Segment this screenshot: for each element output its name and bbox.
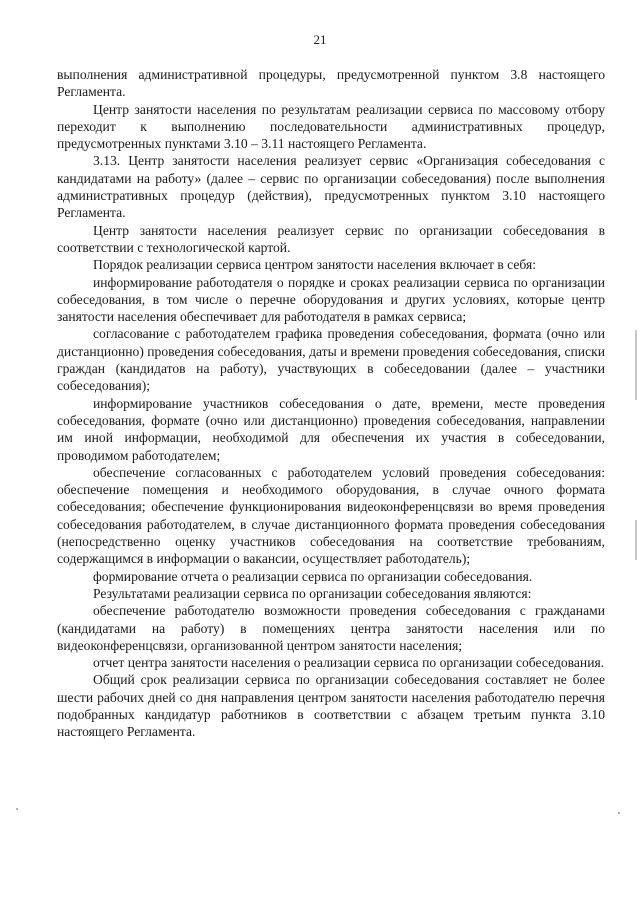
scan-artifact-line [635, 330, 637, 400]
paragraph-section-3-13: 3.13. Центр занятости населения реализует сервис «Организация собеседования с кандидатами на работу» (далее – сервис по организации собеседования) после выполнения административных процедур (действия), предусмотренных пунктом 3.10 настоящего Регламента. [57, 153, 605, 221]
list-item-employer-informing: информирование работодателя о порядке и сроках реализации сервиса по организации собеседования, в том числе о перечне оборудования и других условиях, которые центр занятости населения обеспечивает для работодателя в рамках сервиса; [57, 274, 605, 325]
scan-artifact-dot [16, 808, 18, 810]
scan-artifact-dot [618, 812, 620, 814]
paragraph-results-intro: Результатами реализации сервиса по организации собеседования являются: [93, 585, 532, 601]
list-item-interview-provision: обеспечение работодателю возможности проведения собеседования с гражданами (кандидатами на работу) в помещениях центра занятости населения или по видеоконференцсвязи, организованной центром занятости населения; [57, 603, 605, 653]
paragraph-technology-card: Центр занятости населения реализует сервис по организации собеседования в соответствии с технологической картой. [57, 222, 605, 255]
list-item-participants-informing: информирование участников собеседования о дате, времени, месте проведения собеседования, формате (очно или дистанционно) проведения собеседования, направлении им иной информации, необходимой для обеспечения их участия в собеседовании, проводимом работодателем; [57, 395, 605, 463]
scan-artifact-line [635, 520, 637, 560]
list-item-schedule-agreement: согласование с работодателем графика проведения собеседования, формата (очно или дистанционно) проведения собеседования, даты и времени проведения собеседования, списки граждан (кандидатов на работу), участвующих в собеседовании (далее – участники собеседования); [57, 326, 605, 394]
page-number: 21 [313, 32, 327, 47]
list-item-service-report: отчет центра занятости населения о реализации сервиса по организации собеседования. [93, 655, 605, 671]
paragraph-continuation: выполнения административной процедуры, предусмотренной пунктом 3.8 настоящего Регламента. [57, 67, 605, 100]
paragraph-total-duration: Общий срок реализации сервиса по организации собеседования составляет не более шести рабочих дней со дня направления центром занятости населения работодателю перечня подобранных кандидатур работников в соответствии с абзацем третьим пункта 3.10 настоящего Регламента. [57, 672, 605, 740]
paragraph-mass-selection-result: Центр занятости населения по результатам реализации сервиса по массовому отбору переходит к выполнению последовательности административных процедур, предусмотренных пунктами 3.10 – 3.11 настоящего Регламента. [57, 101, 605, 152]
list-item-report-forming: формирование отчета о реализации сервиса по организации собеседования. [93, 568, 533, 584]
paragraph-procedure-intro: Порядок реализации сервиса центром занятости населения включает в себя: [93, 257, 536, 273]
list-item-conditions-provision: обеспечение согласованных с работодателем условий проведения собеседования: обеспечение помещения и необходимого оборудования, в случае очного формата собеседования; обеспечение функционирования видеоконференцсвязи во время проведения собеседования работодателем, в случае дистанционного формата проведения собеседования (непосредственно оценку участников собеседования на соответствие требованиям, содержащимся в информации о вакансии, осуществляет работодатель); [57, 464, 605, 567]
document-body [57, 66, 605, 741]
